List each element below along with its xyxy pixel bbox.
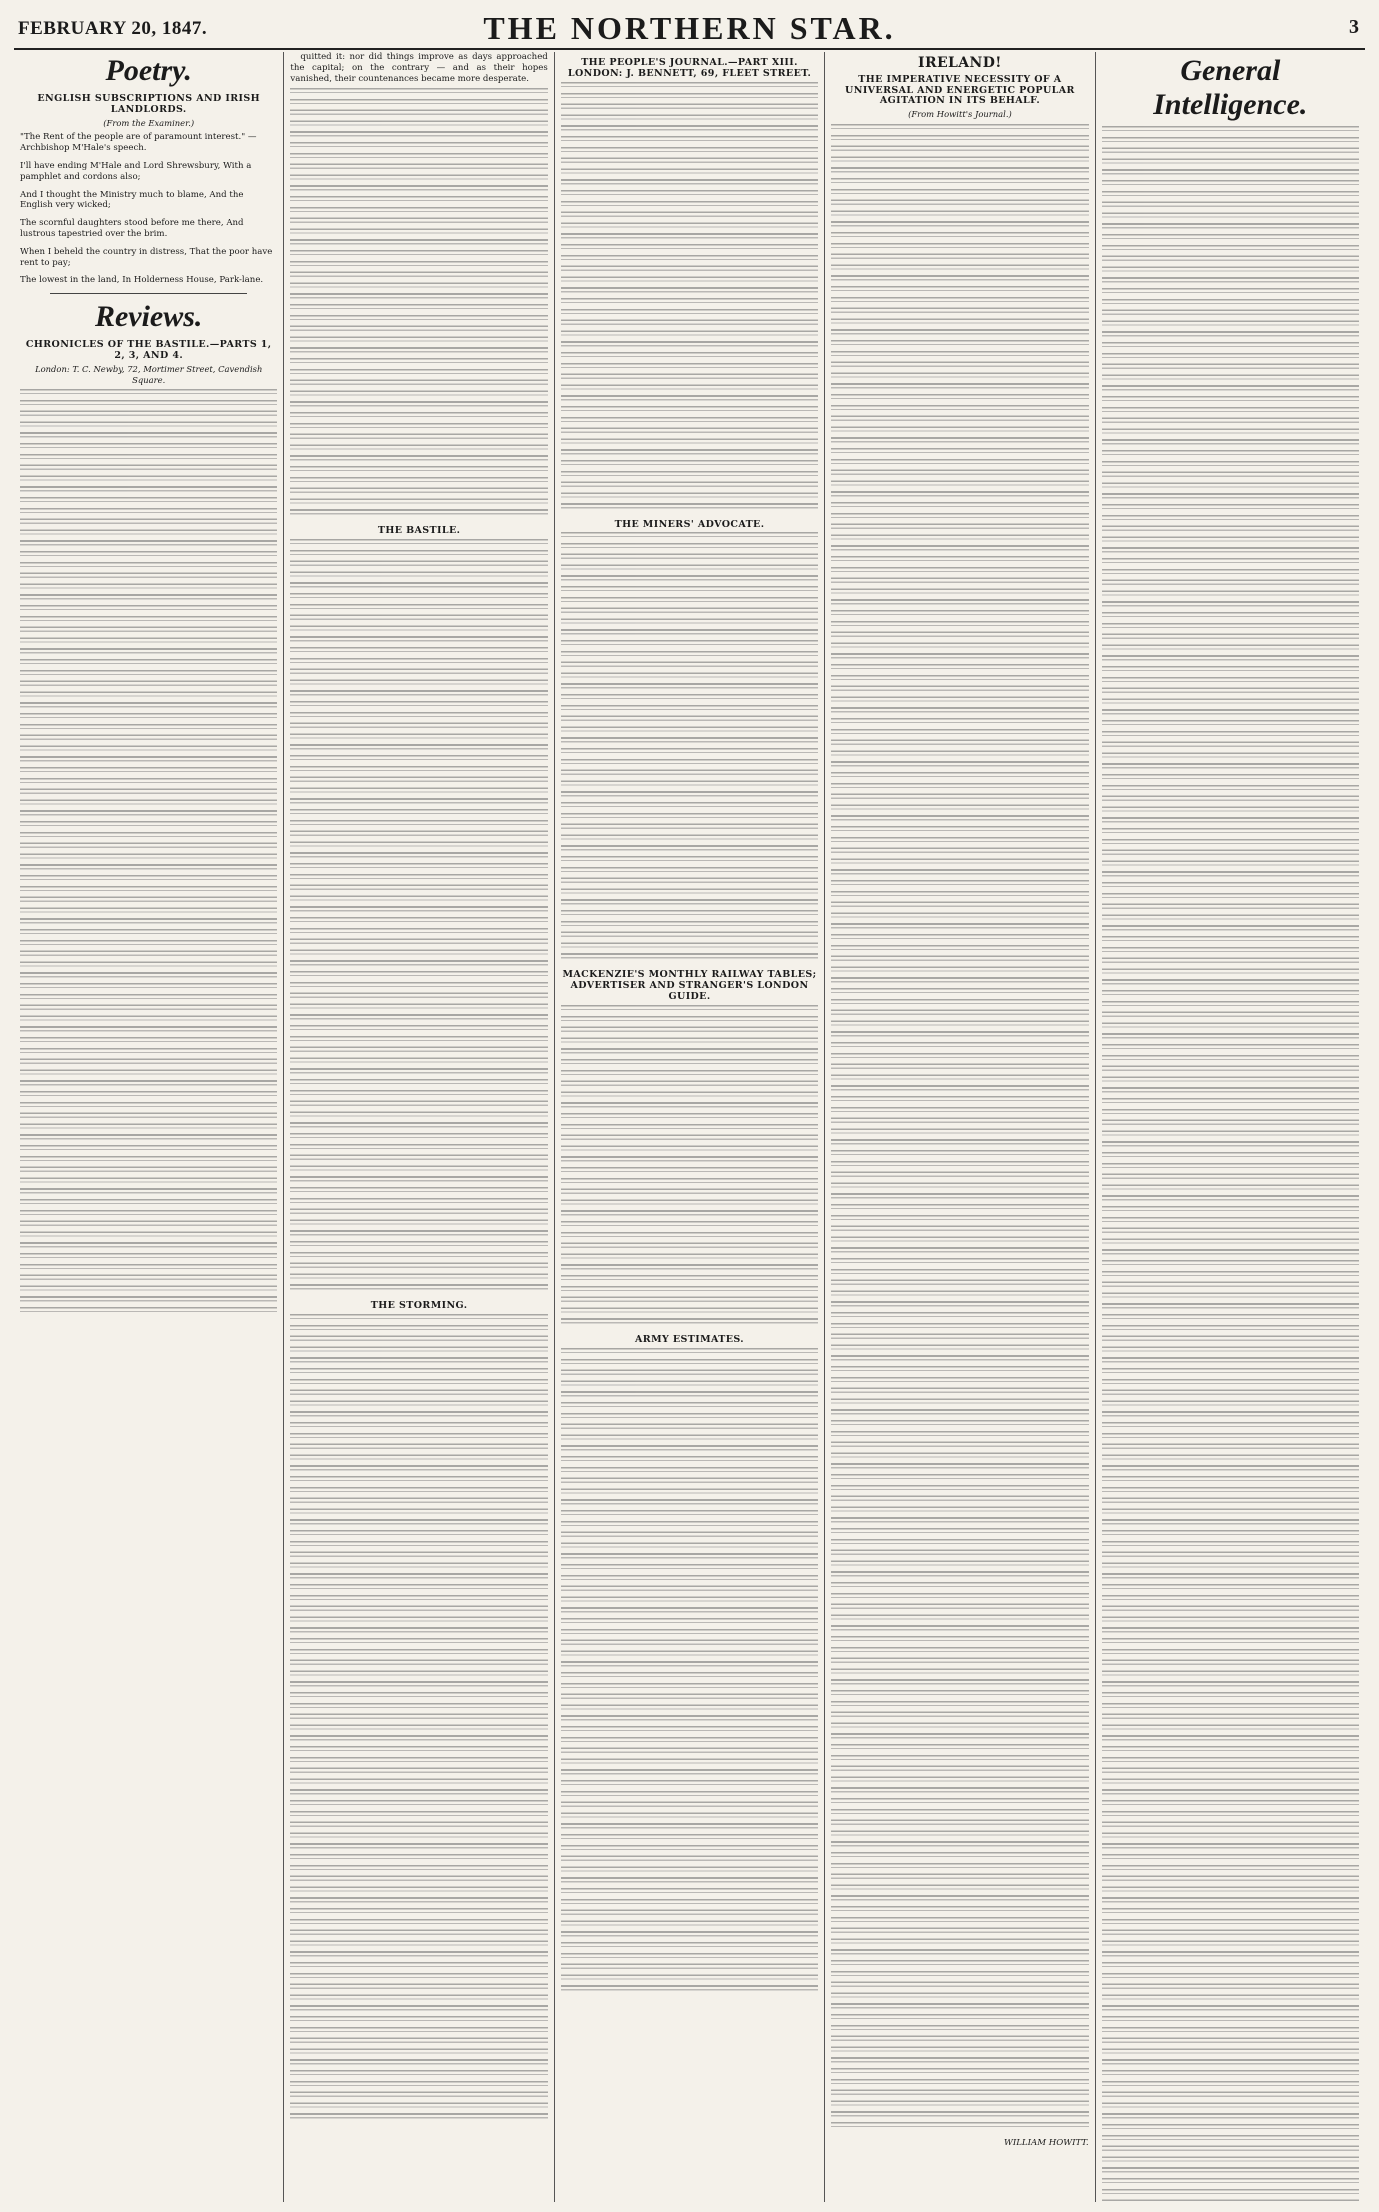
column-3 xyxy=(555,52,825,2202)
column-4 xyxy=(825,52,1095,2202)
body-text xyxy=(831,124,1088,2133)
poem-source: (From the Examiner.) xyxy=(103,117,195,128)
article-signature: WILLIAM HOWITT. xyxy=(1003,2137,1089,2148)
poetry-heading: Poetry. xyxy=(105,54,192,87)
section-heading: THE BASTILE. xyxy=(377,525,461,537)
body-text xyxy=(290,1314,547,2124)
poem-stanza: The scornful daughters stood before me there, And lustrous tapestried over the brim. xyxy=(20,218,244,239)
poem-stanza: "The Rent of the people are of paramount interest." — Archbishop M'Hale's speech. xyxy=(20,132,257,154)
newspaper-title: THE NORTHERN STAR. xyxy=(483,10,896,46)
body-text xyxy=(290,88,547,520)
poem-body xyxy=(20,132,277,286)
poem-stanza: I'll have ending M'Hale and Lord Shrewsbury, With a pamphlet and cordons also; xyxy=(20,160,252,182)
column-1 xyxy=(14,52,284,2202)
body-text xyxy=(20,389,277,1318)
section-heading: THE STORMING. xyxy=(370,1300,468,1312)
poem-stanza: The lowest in the land, In Holderness House, Park-lane. xyxy=(20,275,264,286)
article-title: IRELAND! xyxy=(918,55,1002,71)
lead-paragraph: quitted it: nor did things improve as days approached the capital; on the contrary — and as their hopes vanished, their countenances became more desperate. xyxy=(290,52,548,84)
article-subtitle: THE IMPERATIVE NECESSITY OF A UNIVERSAL AND ENERGETIC POPULAR AGITATION IN ITS BEHALF. xyxy=(845,73,1075,107)
column-5 xyxy=(1096,52,1365,2202)
section-heading: THE MINERS' ADVOCATE. xyxy=(614,518,765,530)
divider xyxy=(50,293,247,294)
general-intelligence-heading: General Intelligence. xyxy=(1153,54,1308,121)
section-heading: MACKENZIE'S MONTHLY RAILWAY TABLES; ADVERTISER AND STRANGER'S LONDON GUIDE. xyxy=(562,969,817,1002)
review-title: CHRONICLES OF THE BASTILE.—PARTS 1, 2, 3, AND 4. xyxy=(25,339,272,361)
issue-date: FEBRUARY 20, 1847. xyxy=(18,18,208,39)
body-text xyxy=(290,539,547,1295)
poem-stanza: And I thought the Ministry much to blame, And the English very wicked; xyxy=(20,189,244,211)
body-text xyxy=(561,1005,818,1329)
columns xyxy=(14,52,1365,2202)
body-text xyxy=(561,82,818,514)
reviews-heading: Reviews. xyxy=(94,300,203,334)
article-source: (From Howitt's Journal.) xyxy=(908,109,1012,120)
poem-stanza: When I beheld the country in distress, That the poor have rent to pay; xyxy=(20,246,273,268)
body-text xyxy=(561,1348,818,1996)
masthead xyxy=(14,8,1365,50)
section-heading: ARMY ESTIMATES. xyxy=(635,1333,745,1345)
column-2 xyxy=(284,52,554,2202)
review-subtitle: London: T. C. Newby, 72, Mortimer Street, Cavendish Square. xyxy=(35,363,263,385)
body-text xyxy=(561,532,818,964)
body-text xyxy=(1102,126,1359,2202)
section-heading: THE PEOPLE'S JOURNAL.—PART XIII. LONDON: J. BENNETT, 69, FLEET STREET. xyxy=(567,57,812,79)
page-number: 3 xyxy=(1349,16,1359,38)
poem-title: ENGLISH SUBSCRIPTIONS AND IRISH LANDLORDS. xyxy=(37,93,261,115)
